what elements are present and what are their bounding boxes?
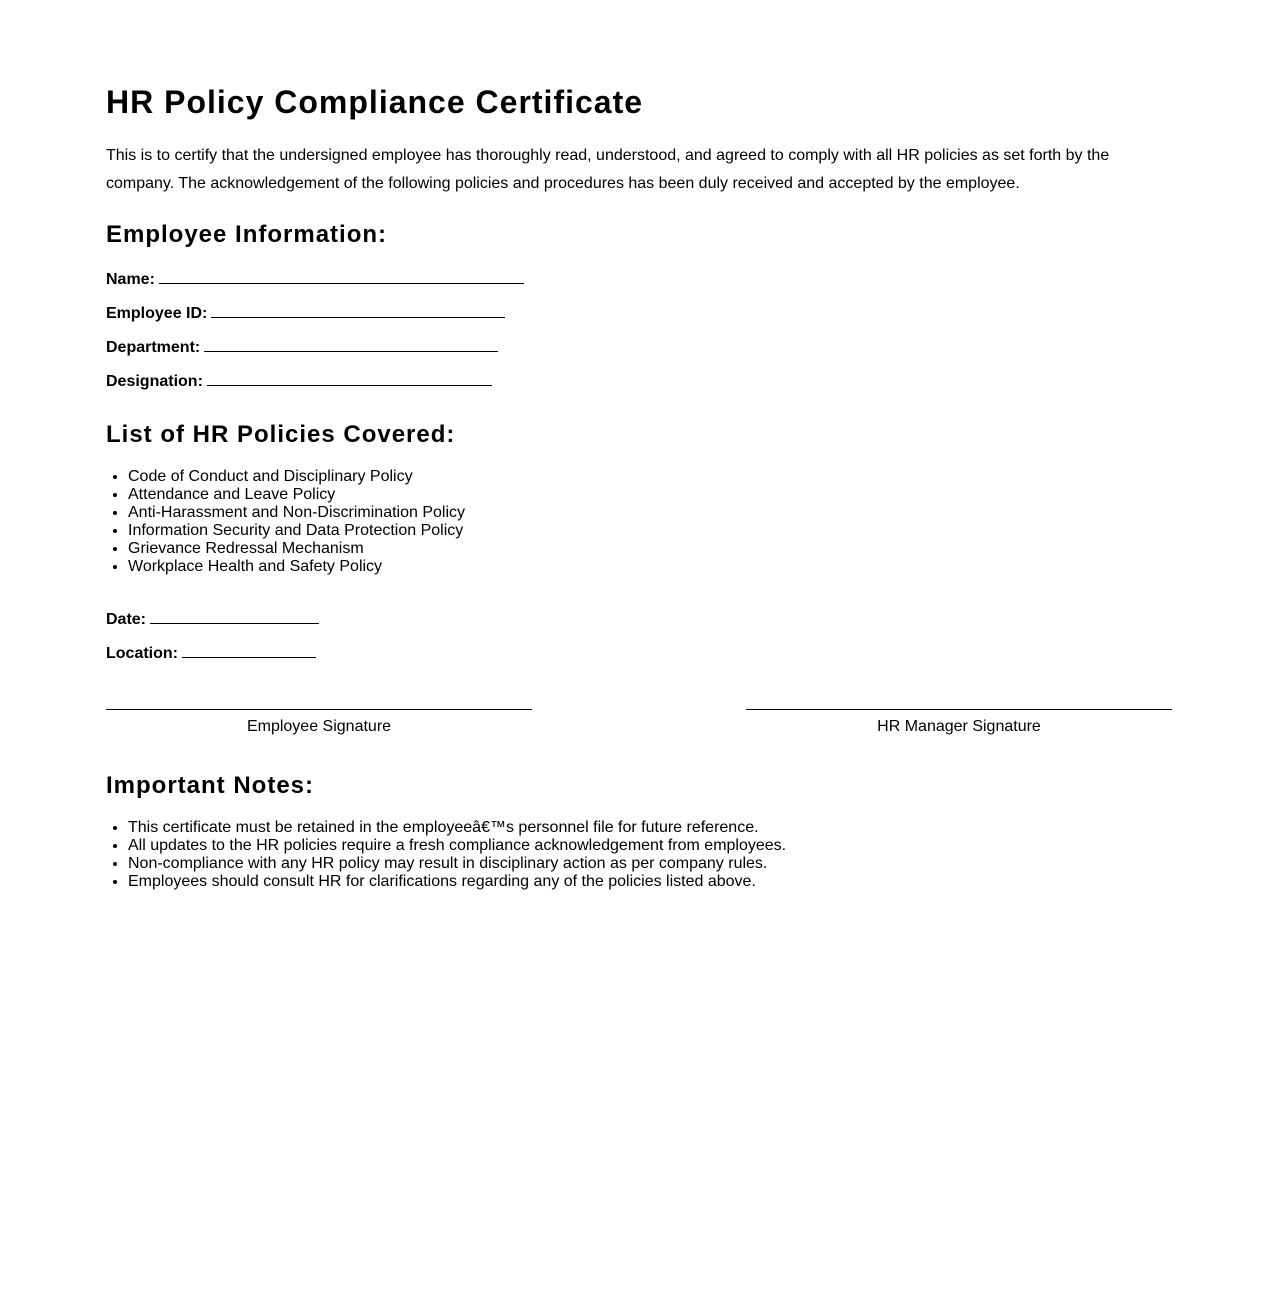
list-item: • Workplace Health and Safety Policy xyxy=(128,558,465,576)
name-field xyxy=(106,268,524,290)
name-blank-line[interactable] xyxy=(159,268,524,284)
list-item: • Employees should consult HR for clarifications regarding any of the policies listed above. xyxy=(128,873,786,891)
intro-paragraph: This is to certify that the undersigned employee has thoroughly read, understood, and agreed to comply with all HR policies as set forth by the company. The acknowledgement of the following policies and procedures has been duly received and accepted by the employee. xyxy=(106,147,1110,192)
location-field xyxy=(106,642,316,664)
list-item: • Code of Conduct and Disciplinary Policy xyxy=(128,468,465,486)
list-item: • Anti-Harassment and Non-Discrimination Policy xyxy=(128,504,465,522)
location-blank-line[interactable] xyxy=(182,642,316,658)
policies-heading: List of HR Policies Covered: xyxy=(106,421,456,448)
department-label: Department: xyxy=(106,339,201,356)
department-field xyxy=(106,336,498,358)
date-blank-line[interactable] xyxy=(150,608,319,624)
list-item: • Attendance and Leave Policy xyxy=(128,486,465,504)
employee-signature-block xyxy=(106,702,532,737)
employee-info-heading: Employee Information: xyxy=(106,221,388,248)
date-label: Date: xyxy=(106,611,147,628)
employee-id-blank-line[interactable] xyxy=(211,302,505,318)
designation-blank-line[interactable] xyxy=(207,370,492,386)
employee-id-label: Employee ID: xyxy=(106,305,208,322)
employee-signature-line[interactable] xyxy=(106,709,532,710)
list-item: • Grievance Redressal Mechanism xyxy=(128,540,465,558)
hr-manager-signature-block xyxy=(746,702,1172,737)
location-label: Location: xyxy=(106,645,178,662)
policies-list xyxy=(106,468,465,576)
hr-manager-signature-line[interactable] xyxy=(746,709,1172,710)
date-field xyxy=(106,608,319,630)
list-item: • Non-compliance with any HR policy may result in disciplinary action as per company rules. xyxy=(128,855,786,873)
notes-heading: Important Notes: xyxy=(106,772,314,799)
page-title: HR Policy Compliance Certificate xyxy=(106,84,644,120)
department-blank-line[interactable] xyxy=(204,336,498,352)
employee-id-field xyxy=(106,302,505,324)
notes-list xyxy=(106,819,786,891)
designation-label: Designation: xyxy=(106,373,203,390)
name-label: Name: xyxy=(106,271,155,288)
list-item: • All updates to the HR policies require a fresh compliance acknowledgement from employees. xyxy=(128,837,786,855)
designation-field xyxy=(106,370,492,392)
hr-manager-signature-label: HR Manager Signature xyxy=(877,718,1041,735)
list-item: • Information Security and Data Protection Policy xyxy=(128,522,465,540)
employee-signature-label: Employee Signature xyxy=(246,718,392,735)
list-item: • This certificate must be retained in the employeeâ€™s personnel file for future reference. xyxy=(128,819,786,837)
